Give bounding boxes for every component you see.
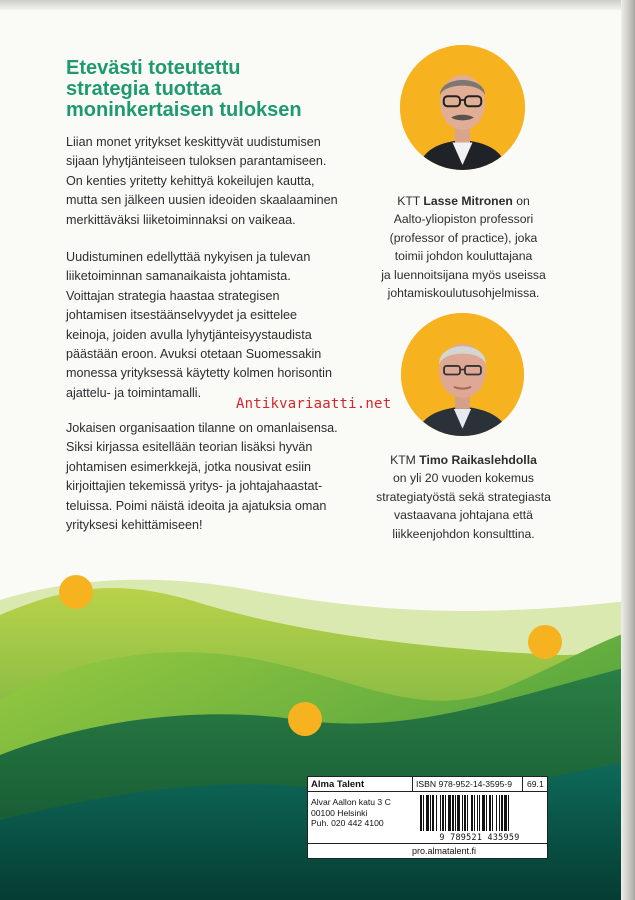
bio-line: Aalto-yliopiston professori: [393, 212, 534, 227]
author-portrait-1: [400, 45, 525, 170]
heading-line: Etevästi toteutettu: [66, 57, 241, 79]
blurb-paragraph-3: [66, 419, 356, 535]
publisher-address: [311, 797, 391, 829]
text-line: johtamisen itsestäänselvyydet ja esittelee: [66, 308, 298, 323]
text-line: teluissa. Poimi näistä ideoita ja ajatuksia oman: [66, 498, 327, 513]
blurb-paragraph-1: [66, 133, 356, 230]
publisher-url: pro.almatalent.fi: [411, 846, 476, 856]
text-line: keinoja, joiden avulla lyhytjänteisyystaudista: [66, 327, 312, 342]
barcode-icon: [420, 795, 544, 831]
heading-line: moninkertaisen tuloksen: [66, 99, 302, 121]
author-bio-1: [352, 192, 575, 302]
text-line: Siksi kirjassa esitellään teorian lisäksi hyvän: [66, 440, 313, 455]
cover-spine-edge: [621, 0, 635, 900]
publisher-brand: Alma Talent: [311, 779, 365, 790]
barcode-header: [308, 777, 547, 792]
bio-line: johtamiskoulutusohjelmissa.: [387, 286, 540, 301]
yellow-dot-3: [288, 702, 322, 736]
text-line: merkittäväksi liiketoiminnaksi on vaikeaa.: [66, 212, 296, 227]
barcode-panel: [307, 776, 548, 859]
bio-line: on yli 20 vuoden kokemus: [393, 471, 534, 486]
author-title: KTM: [390, 453, 416, 467]
isbn-text: ISBN 978-952-14-3595-9: [412, 777, 523, 792]
bio-line: toimii johdon kouluttajana: [394, 249, 533, 264]
text-line: On kenties yritetty kehittyä kokeilujen kautta,: [66, 173, 315, 188]
bio-line: liikkeenjohdon konsulttina.: [392, 526, 535, 541]
text-line: liiketoiminnan samanaikaista johtamista.: [66, 269, 291, 284]
bio-line: strategiatyöstä sekä strategiasta: [376, 489, 551, 504]
bio-line: ja luennoitsijana myös useissa: [381, 267, 546, 282]
author-name-line: [352, 192, 575, 210]
text-line: mutta sen jälkeen uusien ideoiden skaalaaminen: [66, 193, 338, 208]
text-line: Voittajan strategia haastaa strategisen: [66, 288, 280, 303]
barcode-footer: [308, 843, 547, 859]
text-line: Liian monet yritykset keskittyvät uudistumisen: [66, 135, 321, 149]
text-line: ajattelu- ja toimintamalli.: [66, 385, 202, 400]
address-line: Puh. 020 442 4100: [311, 818, 384, 829]
text-line: Jokaisen organisaation tilanne on omanlaisensa.: [66, 421, 338, 435]
barcode-number: 9 789521 435959: [439, 832, 520, 842]
text-line: kirjoittajien tekemissä yritys- ja johtajahaastat-: [66, 479, 323, 494]
yellow-dot-1: [59, 575, 93, 609]
text-line: Uudistuminen edellyttää nykyisen ja tulevan: [66, 250, 311, 264]
blurb-paragraph-2: [66, 248, 356, 403]
text-line: johtamisen esimerkkejä, jotka nousivat esiin: [66, 459, 311, 474]
address-line: Alvar Aallon katu 3 C: [311, 797, 391, 807]
watermark-text: Antikvariaatti.net: [236, 396, 392, 412]
author-name-suffix: on: [516, 194, 530, 208]
author-portrait-2: [401, 313, 524, 436]
author-name-line: [352, 451, 575, 469]
text-line: yrityksesi kehittämiseen!: [66, 518, 203, 533]
author-title: KTT: [397, 194, 421, 208]
bio-line: vastaavana johtajana että: [394, 508, 533, 523]
author-name: Lasse Mitronen: [423, 194, 513, 208]
yellow-dot-2: [528, 625, 562, 659]
text-line: päästään eroon. Avuksi otetaan Suomessakin: [66, 347, 322, 362]
author-bio-2: [352, 451, 575, 543]
back-cover-heading: [66, 58, 336, 121]
author-name: Timo Raikaslehdolla: [419, 453, 537, 467]
author-photo: [401, 313, 524, 436]
heading-line: strategia tuottaa: [66, 78, 222, 100]
author-photo: [400, 45, 525, 170]
address-line: 00100 Helsinki: [311, 807, 368, 818]
class-code: 69.1: [527, 779, 544, 789]
bio-line: (professor of practice), joka: [389, 230, 538, 245]
text-line: monessa yrityksessä käytetty kolmen horisontin: [66, 366, 332, 381]
text-line: sijaan lyhytjänteiseen tuloksen parantamiseen.: [66, 154, 327, 169]
